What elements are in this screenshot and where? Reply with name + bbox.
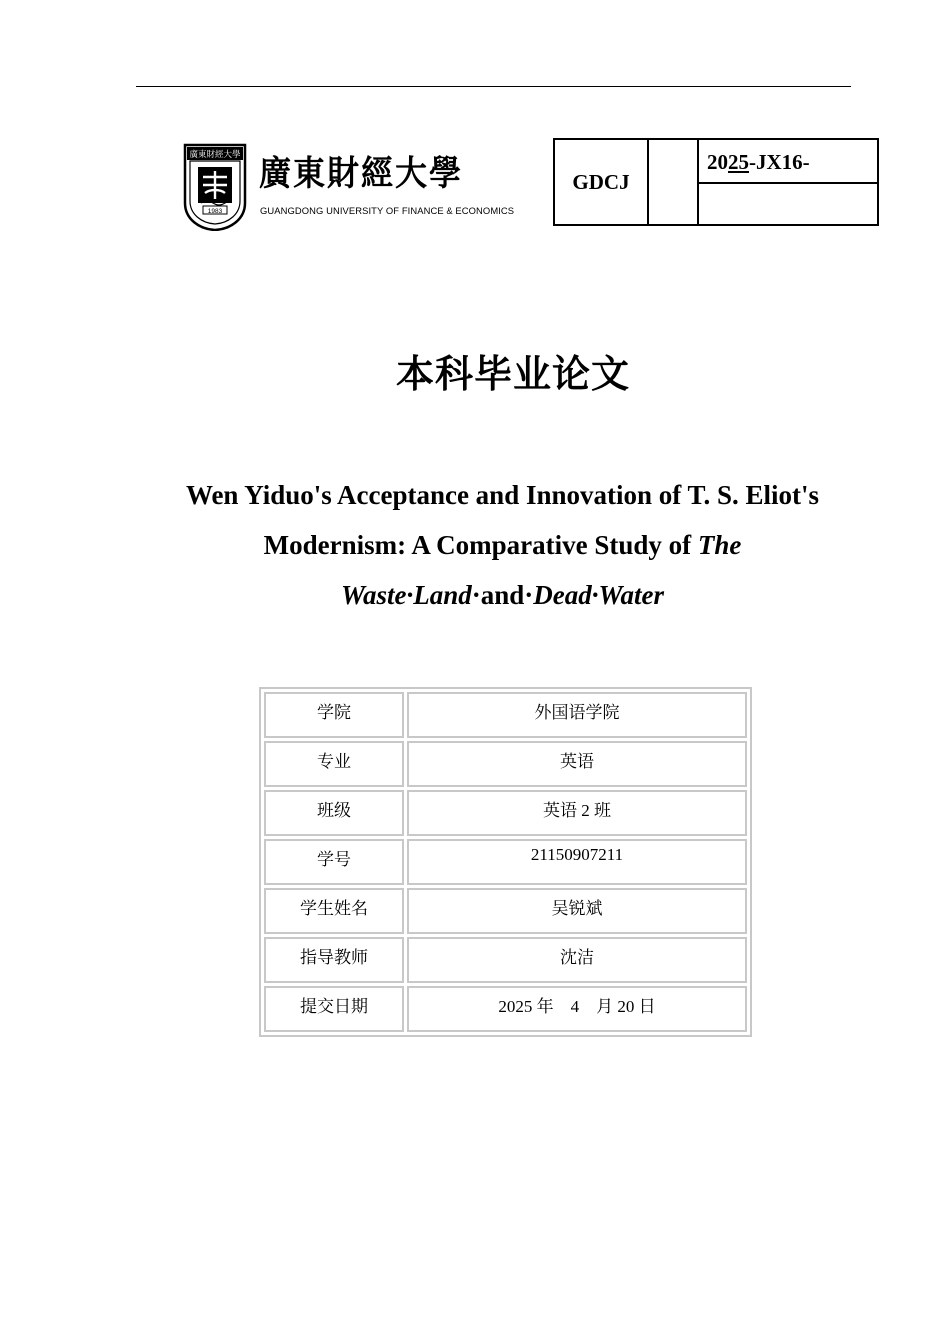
- university-name-en: GUANGDONG UNIVERSITY OF FINANCE & ECONOMICS: [260, 205, 515, 216]
- code-blank-cell: [648, 139, 698, 225]
- table-row: [264, 692, 747, 738]
- info-label-college: 学院: [264, 692, 404, 738]
- table-row: [264, 741, 747, 787]
- info-label-submit-date: 提交日期: [264, 986, 404, 1032]
- info-value-college: 外国语学院: [407, 692, 747, 738]
- seal-header-text: 廣東財經大學: [189, 150, 241, 160]
- table-row: [264, 986, 747, 1032]
- university-logo: [183, 143, 513, 231]
- info-value-major: 英语: [407, 741, 747, 787]
- table-row: [264, 937, 747, 983]
- info-label-advisor: 指导教师: [264, 937, 404, 983]
- info-value-advisor: 沈洁: [407, 937, 747, 983]
- thesis-title: [140, 470, 865, 620]
- table-row: [264, 888, 747, 934]
- info-value-class: 英语 2 班: [407, 790, 747, 836]
- student-info-table: [259, 687, 752, 1037]
- table-row: [264, 790, 747, 836]
- info-label-major: 专业: [264, 741, 404, 787]
- code-number-part3: -JX16-: [749, 150, 810, 174]
- thesis-title-line1: Wen Yiduo's Acceptance and Innovation of T. S. Eliot's: [185, 480, 820, 510]
- thesis-title-and: ·and·: [471, 580, 534, 610]
- info-value-student-name: 吴锐斌: [407, 888, 747, 934]
- document-type-title: 本科毕业论文: [395, 352, 630, 396]
- university-seal-icon: [183, 143, 249, 231]
- header-rule: [136, 86, 851, 87]
- info-label-student-id: 学号: [264, 839, 404, 885]
- university-name-zh: 廣東財經大學: [259, 152, 464, 194]
- table-row: [264, 839, 747, 885]
- document-code-box: [553, 138, 879, 226]
- thesis-title-line2-main: Modernism: A Comparative Study of: [263, 530, 698, 560]
- thesis-title-line3: [140, 570, 865, 620]
- info-value-student-id: 21150907211: [407, 839, 747, 885]
- thesis-title-poem-2: Dead·Water: [533, 580, 665, 610]
- info-label-class: 班级: [264, 790, 404, 836]
- thesis-title-line2: [140, 520, 865, 570]
- seal-year: 1983: [207, 208, 223, 215]
- thesis-title-poem-1: Waste·Land: [340, 580, 472, 610]
- code-empty-cell: [698, 183, 878, 225]
- code-prefix: GDCJ: [554, 139, 648, 225]
- code-number-part2: 25: [728, 150, 749, 174]
- thesis-title-line2-italic: The: [697, 530, 742, 560]
- code-number: [698, 139, 878, 183]
- info-label-student-name: 学生姓名: [264, 888, 404, 934]
- code-number-part1: 20: [707, 150, 728, 174]
- info-value-submit-date: 2025 年 4 月 20 日: [407, 986, 747, 1032]
